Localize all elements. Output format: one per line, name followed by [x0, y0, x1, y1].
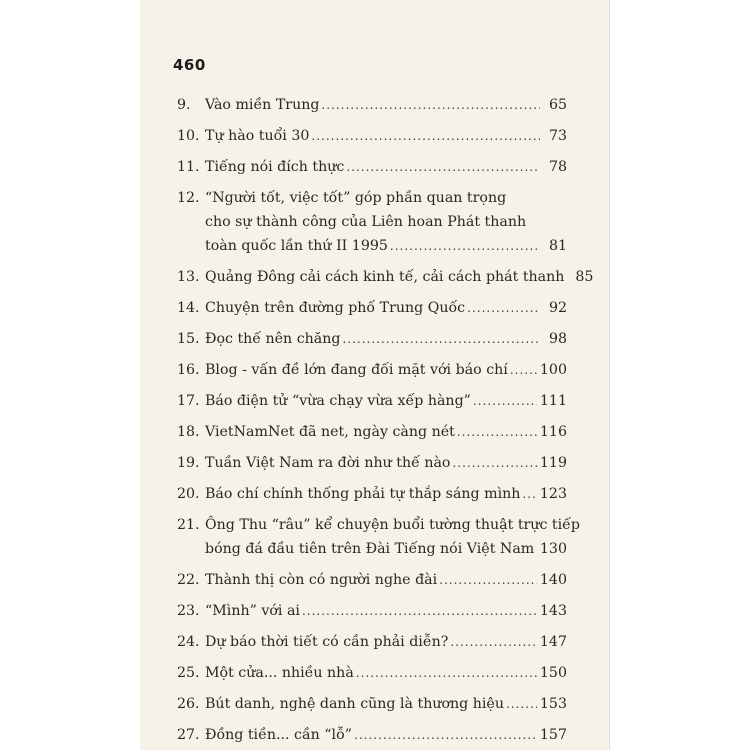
toc-entry-page: 157	[539, 727, 567, 743]
toc-entry-line	[177, 451, 567, 475]
toc-entry-number: 10.	[177, 128, 200, 144]
toc-entry-number: 18.	[177, 424, 200, 440]
toc-entry	[177, 124, 567, 148]
toc-entry	[177, 723, 567, 747]
toc-entry-number: 26.	[177, 696, 200, 712]
toc-entry-number: 15.	[177, 331, 200, 347]
toc-entry-title: Dự báo thời tiết có cần phải diễn?	[205, 634, 449, 650]
toc-entry-title: Báo chí chính thống phải tự thắp sáng mình	[205, 486, 521, 502]
toc-entry-line	[177, 513, 580, 537]
toc-dot-leader	[450, 630, 537, 654]
toc-entry-number: 9.	[177, 97, 191, 113]
toc-entry-line	[177, 692, 567, 716]
toc-entry	[177, 451, 567, 475]
toc-entry	[177, 358, 567, 382]
toc-entry	[177, 155, 567, 179]
toc-entry-page: 65	[548, 97, 567, 113]
toc-entry-page: 81	[548, 238, 567, 254]
toc-entry-title: Tuần Việt Nam ra đời như thế nào	[205, 455, 451, 471]
toc-entry-line	[177, 124, 567, 148]
toc-dot-leader	[321, 93, 540, 117]
toc-entry-number: 24.	[177, 634, 200, 650]
toc-entry	[177, 630, 567, 654]
toc-dot-leader	[452, 451, 536, 475]
toc-dot-leader	[342, 327, 540, 351]
toc-dot-leader	[536, 537, 537, 561]
book-page	[140, 0, 610, 750]
toc-entry-title: Chuyện trên đường phố Trung Quốc	[205, 300, 466, 316]
toc-entry-title: Báo điện tử “vừa chạy vừa xếp hàng”	[205, 393, 471, 409]
toc-entry-title: Thành thị còn có người nghe đài	[205, 572, 438, 588]
toc-entry-line	[177, 568, 567, 592]
toc-entry-page: 98	[548, 331, 567, 347]
toc-entry	[177, 513, 580, 561]
toc-entry-line	[177, 389, 567, 413]
toc-dot-leader	[390, 234, 540, 258]
toc-entry-title: Một cửa... nhiều nhà	[205, 665, 354, 681]
toc-entry-page: 143	[539, 603, 567, 619]
toc-entry-line	[177, 599, 567, 623]
toc-entry-line	[177, 723, 567, 747]
toc-entry-line	[177, 358, 567, 382]
toc-entry-line	[177, 630, 567, 654]
toc-dot-leader	[522, 482, 536, 506]
toc-entry-page: 140	[539, 572, 567, 588]
toc-entry-page: 150	[539, 665, 567, 681]
toc-dot-leader	[346, 155, 540, 179]
toc-entry	[177, 692, 567, 716]
toc-dot-leader	[510, 358, 537, 382]
toc-dot-leader	[302, 599, 537, 623]
toc-entry-line	[177, 420, 567, 444]
toc-entry-line	[177, 265, 594, 289]
toc-entry	[177, 389, 567, 413]
toc-entry-line	[177, 186, 567, 210]
toc-entry-number: 12.	[177, 190, 200, 206]
toc-entry	[177, 327, 567, 351]
toc-entry-title: Quảng Đông cải cách kinh tế, cải cách phát thanh	[205, 269, 565, 285]
toc-entry-page: 153	[539, 696, 567, 712]
toc-entry-number: 21.	[177, 517, 200, 533]
toc-entry-title: Blog - vấn đề lớn đang đối mặt với báo chí	[205, 362, 508, 378]
toc-dot-leader	[473, 389, 537, 413]
toc-entry-line	[177, 93, 567, 117]
toc-entry-title: VietNamNet đã net, ngày càng nét	[205, 424, 455, 440]
toc-dot-leader	[356, 661, 537, 685]
toc-entry	[177, 186, 567, 258]
toc-entry	[177, 420, 567, 444]
toc-entry-number: 20.	[177, 486, 200, 502]
table-of-contents	[177, 93, 594, 747]
toc-dot-leader	[506, 692, 537, 716]
toc-entry-title: toàn quốc lần thứ II 1995	[205, 238, 388, 254]
toc-entry	[177, 265, 594, 289]
toc-entry-page: 111	[539, 393, 567, 409]
toc-entry	[177, 296, 567, 320]
toc-dot-leader	[467, 296, 540, 320]
toc-entry-page: 78	[548, 159, 567, 175]
toc-entry-line	[177, 234, 567, 258]
toc-entry-line	[177, 155, 567, 179]
toc-entry-title: Tiếng nói đích thực	[205, 159, 345, 175]
toc-entry-number: 19.	[177, 455, 200, 471]
toc-entry-page: 123	[539, 486, 567, 502]
toc-entry-line	[177, 210, 567, 234]
toc-entry-number: 22.	[177, 572, 200, 588]
toc-entry	[177, 661, 567, 685]
toc-entry-title: bóng đá đầu tiên trên Đài Tiếng nói Việt Nam	[205, 541, 535, 557]
toc-entry-page: 116	[539, 424, 567, 440]
toc-entry-number: 11.	[177, 159, 200, 175]
toc-entry-title: Tự hào tuổi 30	[205, 128, 310, 144]
toc-entry-line	[177, 482, 567, 506]
toc-entry-page: 130	[539, 541, 567, 557]
toc-entry-title: Bút danh, nghệ danh cũng là thương hiệu	[205, 696, 504, 712]
toc-dot-leader	[354, 723, 537, 747]
toc-entry-number: 27.	[177, 727, 200, 743]
toc-dot-leader	[311, 124, 540, 148]
toc-entry-line	[177, 296, 567, 320]
toc-entry-page: 100	[539, 362, 567, 378]
toc-entry-page: 147	[539, 634, 567, 650]
toc-entry-title: cho sự thành công của Liên hoan Phát thanh	[205, 214, 527, 230]
toc-entry	[177, 568, 567, 592]
toc-entry-title: Đồng tiền... cần “lỗ”	[205, 727, 353, 743]
toc-entry-line	[177, 327, 567, 351]
page-number: 460	[173, 56, 206, 74]
toc-entry-title: Vào miền Trung	[205, 97, 320, 113]
toc-dot-leader	[457, 420, 537, 444]
toc-entry-number: 16.	[177, 362, 200, 378]
toc-entry	[177, 482, 567, 506]
toc-entry-page: 85	[575, 269, 594, 285]
toc-entry-page: 119	[539, 455, 567, 471]
toc-entry-number: 25.	[177, 665, 200, 681]
toc-entry-title: Ông Thu “râu” kể chuyện buổi tường thuật trực tiếp	[205, 517, 580, 533]
toc-entry-number: 13.	[177, 269, 200, 285]
toc-entry-title: Đọc thế nên chăng	[205, 331, 341, 347]
toc-dot-leader	[439, 568, 537, 592]
toc-entry-title: “Mình” với ai	[205, 603, 300, 619]
toc-entry	[177, 599, 567, 623]
toc-entry-number: 14.	[177, 300, 200, 316]
toc-entry-title: “Người tốt, việc tốt” góp phần quan trọng	[205, 190, 507, 206]
toc-entry-number: 17.	[177, 393, 200, 409]
toc-entry-number: 23.	[177, 603, 200, 619]
toc-entry-line	[177, 661, 567, 685]
toc-entry-page: 73	[548, 128, 567, 144]
toc-entry-line	[177, 537, 567, 561]
toc-entry	[177, 93, 567, 117]
toc-entry-page: 92	[548, 300, 567, 316]
